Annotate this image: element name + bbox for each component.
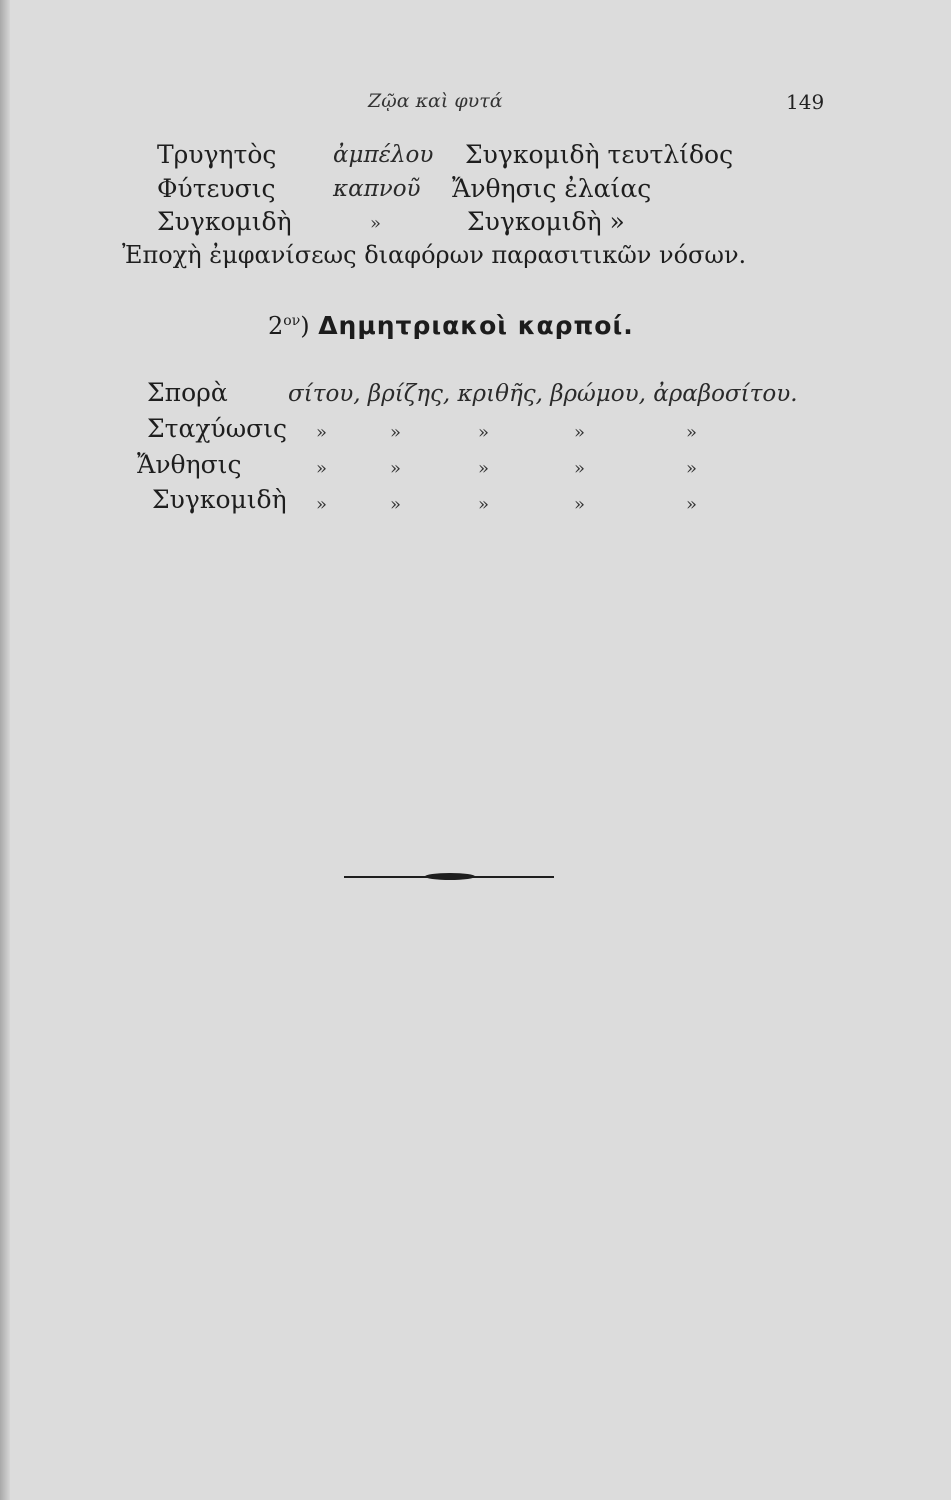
page-number: 149 <box>786 90 825 114</box>
s2-row3-cell5: » <box>686 458 698 479</box>
running-head <box>0 90 951 120</box>
row3-col2: » <box>370 213 382 234</box>
s2-row2-label: Σταχύωσις <box>147 414 287 443</box>
s2-row1-label: Σπορὰ <box>147 378 228 407</box>
section-number-digit: 2 <box>268 312 284 340</box>
row2-col2: καπνοῦ <box>333 176 421 202</box>
s2-row4-cell1: » <box>316 494 328 515</box>
s2-row3-cell1: » <box>316 458 328 479</box>
row1-col2: ἀμπέλου <box>333 142 434 168</box>
section-title: Δημητριακοὶ καρποί. <box>318 311 634 340</box>
row2-label: Φύτευσις <box>157 174 276 203</box>
row3-col3: Συγκομιδὴ » <box>467 207 625 236</box>
s2-row2-cell3: » <box>478 422 490 443</box>
s2-row4-cell5: » <box>686 494 698 515</box>
s2-row2-cell2: » <box>390 422 402 443</box>
s2-row3-cell4: » <box>574 458 586 479</box>
s2-row3-cell2: » <box>390 458 402 479</box>
s2-row2-cell4: » <box>574 422 586 443</box>
row1-col3: Συγκομιδὴ τευτλίδος <box>465 140 734 169</box>
section-number-paren: ) <box>300 312 310 340</box>
s2-row4-cell3: » <box>478 494 490 515</box>
row3-label: Συγκομιδὴ <box>157 207 292 236</box>
s2-row1-text: σίτου, βρίζης, κριθῆς, βρώμου, ἀραβοσίτου. <box>288 381 798 407</box>
s2-row4-cell2: » <box>390 494 402 515</box>
section-number <box>268 312 310 340</box>
section-number-sup: ον <box>283 313 301 329</box>
page-edge-shadow <box>0 0 10 1500</box>
s2-row2-cell1: » <box>316 422 328 443</box>
closing-line: Ἐποχὴ ἐμφανίσεως διαφόρων παρασιτικῶν νόσων. <box>122 241 747 269</box>
row1-label: Τρυγητὸς <box>157 140 277 169</box>
s2-row4-label: Συγκομιδὴ <box>152 485 287 514</box>
s2-row4-cell4: » <box>574 494 586 515</box>
row2-col3: Ἄνθησις ἐλαίας <box>452 174 652 203</box>
end-rule-ornament <box>425 873 475 880</box>
s2-row3-cell3: » <box>478 458 490 479</box>
s2-row2-cell5: » <box>686 422 698 443</box>
s2-row3-label: Ἄνθησις <box>137 450 242 479</box>
running-title: Ζῷα καὶ φυτά <box>368 90 503 112</box>
section-heading <box>268 310 634 341</box>
